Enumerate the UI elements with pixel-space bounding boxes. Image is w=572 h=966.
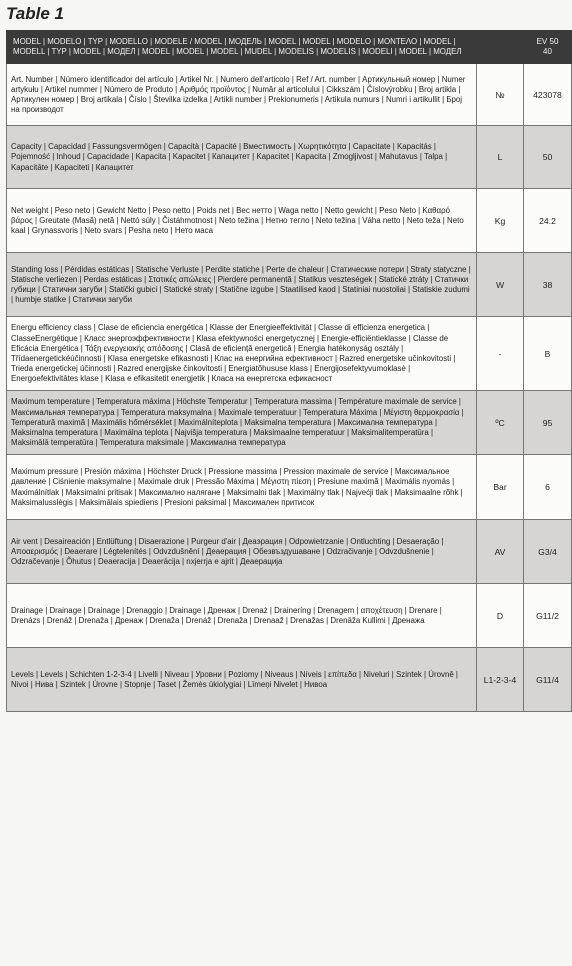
table-row xyxy=(7,253,572,317)
header-model-line2: 40 xyxy=(543,47,552,56)
row-value: 24.2 xyxy=(524,189,572,253)
table-row xyxy=(7,391,572,455)
row-description: Levels | Levels | Schichten 1-2-3-4 | Livelli | Niveau | Уровни | Poziomy | Niveaus | Níveis | επίπεδα | Niveluri | Szintek | Úrovně | Nivoi | Нива | Szintek | Úrovne | Stopnje | Taset | Žemės ūkiolygiai | Līmeņi Nivelet | Нивоа xyxy=(7,648,477,712)
table-row xyxy=(7,455,572,520)
table-row xyxy=(7,648,572,712)
table-row xyxy=(7,126,572,189)
row-value: G11/4 xyxy=(524,648,572,712)
table-row xyxy=(7,64,572,126)
row-description: Air vent | Desaireación | Entlüftung | Disaerazione | Purgeur d'air | Деаэрация | Odpowietrzanie | Ontluchting | Desaeração | Αποαερισμός | Deaerare | Légtelenítés | Odvzdušnění | Деаерация | Обезвъздушаване | Odzračivanje | Odvzdušnenie | Odzračevanje | Õhutus | Deaeracija | Deaerācija | nxjerrja e ajrit | Деаерација xyxy=(7,520,477,584)
row-unit: W xyxy=(477,253,524,317)
row-value: 6 xyxy=(524,455,572,520)
table-row xyxy=(7,520,572,584)
table-row xyxy=(7,584,572,648)
row-description: Art. Number | Número identificador del artículo | Artikel Nr. | Numero dell'articolo | Ref / Art. number | Артикульный номер | Numer artykułu | Artikel nummer | Número de Produto | Αριθμός προϊόντος | Număr al articolului | Cikkszám | Číslovýrobku | Broj artikla | Артикулен номер | Broj artikala | Číslo | Številka izdelka | Artikli number | Prekionumeris | Artikula numurs | Numri i artikullit | Број на производот xyxy=(7,64,477,126)
row-value: 50 xyxy=(524,126,572,189)
row-unit: № xyxy=(477,64,524,126)
row-unit: L1-2-3-4 xyxy=(477,648,524,712)
row-unit: Kg xyxy=(477,189,524,253)
row-unit: - xyxy=(477,317,524,391)
row-description: Drainage | Drainage | Drainage | Drenaggio | Drainage | Дренаж | Drenaż | Draineríng | Drenagem | αποχέτευση | Drenare | Drenázs | Drenáž | Drenaža | Дренаж | Drenaža | Drenáž | Drenaža | Drenaaž | Drenažas | Drenāža Kullimi | Дренажа xyxy=(7,584,477,648)
row-value: 38 xyxy=(524,253,572,317)
row-value: 423078 xyxy=(524,64,572,126)
table-header-row xyxy=(7,31,572,64)
header-model-label: MODEL | MODELO | TYP | MODELLO | MODELE / MODEL | МОДЕЛЬ | MODEL | MODEL | MODELO | ΜΟΝΤΕΛΟ | MODEL | MODELL | TYP | MODEL | МОДЕЛ | MODEL | MODEL | MODEL | MUDEL | MODELIS | MODELIS | MODELI | MODEL | МОДЕЛ xyxy=(7,31,477,64)
row-unit: ºC xyxy=(477,391,524,455)
row-description: Standing loss | Pérdidas estáticas | Statische Verluste | Perdite statiche | Perte de chaleur | Статические потери | Straty statyczne | Statische verliezen | Perdas estáticas | Στατικές απώλειες | Pierdere permanentă | Statikus veszteségek | Statické ztráty | Статички губици | Статични загуби | Statički gubici | Statické straty | Statične izgube | Staatilised kaod | Statiniai nuostoliai | Statiskie zudumi | humbje statike | Статички загуби xyxy=(7,253,477,317)
header-model-line1: EV 50 xyxy=(536,37,559,46)
table-row xyxy=(7,317,572,391)
table-title: Table 1 xyxy=(6,4,64,23)
table-row xyxy=(7,189,572,253)
row-description: Net weight | Peso neto | Gewicht Netto | Peso netto | Poids net | Вес нетто | Waga netto | Netto gewicht | Peso Neto | Καθαρό βάρος | Greutate (Masă) netă | Nettó súly | Čistáhmotnost | Neto težina | Нетно тегло | Neto težina | Váha netto | Neto teža | Neto kaal | Grynassvoris | Neto svars | Pesha neto | Нето маса xyxy=(7,189,477,253)
header-unit-cell xyxy=(477,31,524,64)
row-value: 95 xyxy=(524,391,572,455)
row-description: Maximum pressure | Presión máxima | Höchster Druck | Pressione massima | Pression maximale de service | Максимальное давление | Ciśnienie maksymalne | Maximale druk | Pressão Máxima | Μέγιστη πίεση | Presiune maximă | Maximális nyomás | Maximálnítlak | Maksimalni pritisak | Максимално налягане | Maksimalni tlak | Maximálny tlak | Najvećji tlak | Maksimaalne rõhk | Maksimalusslėgis | Maksimālais spiediens | Presioni paksimal | Максимален притисок xyxy=(7,455,477,520)
row-value: G3/4 xyxy=(524,520,572,584)
row-unit: D xyxy=(477,584,524,648)
row-value: G11/2 xyxy=(524,584,572,648)
row-unit: Bar xyxy=(477,455,524,520)
spec-table xyxy=(6,30,572,712)
row-description: Energu efficiency class | Clase de eficiencia energética | Klasse der Energieeffektivität | Classe di efficienza energetica | ClasseEnergétique | Класс энергоэффективности | Klasa efektywności energetycznej | Energie-efficiëntieklasse | Classe de Eficácia Energética | Τάξη ενεργειακής απόδοσης | Clasă de eficiență energetică | Energia hatékonyság osztály | Třídaenergetickéúčinnosti | Klasa energetske efikasnosti | Клас на енергийна ефективност | Razred energetske učinkovitosti | Trieda energetickej účinnosti | Razred energijske činkovitosti | Energiatõhususe klass | Energijosefektyvumoklasė | Energoefektivitātes klase | Klasa e efikasitetit energjetik | Класа на енергетска ефикасност xyxy=(7,317,477,391)
header-model-value xyxy=(524,31,572,64)
row-value: B xyxy=(524,317,572,391)
row-unit: AV xyxy=(477,520,524,584)
row-unit: L xyxy=(477,126,524,189)
row-description: Capacity | Capacidad | Fassungsvermögen | Capacità | Capacité | Вместимость | Χωρητικότητα | Capacitate | Kapacitás | Pojemność | Inhoud | Capacidade | Kapacita | Kapacitet | Капацитет | Kapacitet | Kapacita | Zmogljivost | Mahutavus | Talpa | Kapacitāte | Kapaciteti | Капацитет xyxy=(7,126,477,189)
row-description: Maximum temperature | Temperatura máxima | Höchste Temperatur | Temperatura massima | Température maximale de service | Максимальная температура | Temperatura maksymalna | Maximale temperatuur | Temperatura Máxima | Μέγιστη θερμοκρασία | Temperatură maximă | Maximális hőmérséklet | Maximálníteplota | Maksimalna temperatura | Максимална температура | Maksimalna temperatura | Maximálna teplota | Najvišja temperatura | Maksimaalne temperatuur | Maksimalitemperatūra | Maksimālā temperatūra | Temperatura maksimale | Максимална температура xyxy=(7,391,477,455)
